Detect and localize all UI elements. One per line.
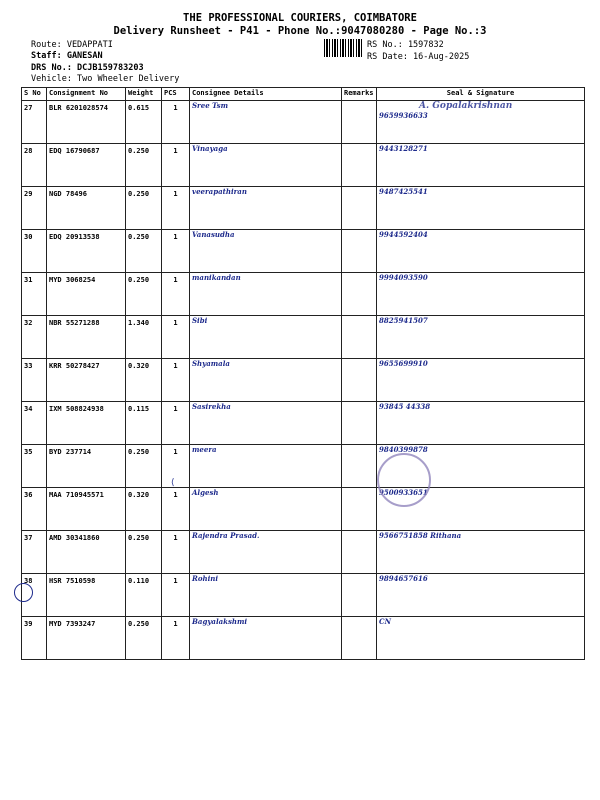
cell-sno-text: 27 — [24, 104, 33, 112]
table-row — [22, 101, 585, 144]
cell-weight-text: 0.320 — [128, 491, 150, 499]
signature-phone: 9500933651 — [379, 488, 428, 497]
cell-pcs-text: 1 — [173, 620, 178, 628]
cell-weight — [126, 402, 162, 445]
cell-weight — [126, 230, 162, 273]
col-header-consignment: Consignment No — [47, 88, 126, 101]
cell-sno — [22, 187, 47, 230]
table-row — [22, 187, 585, 230]
cell-remarks — [342, 531, 377, 574]
signature-phone: 8825941507 — [379, 316, 428, 325]
cell-sno-text: 38 — [24, 577, 33, 585]
cell-consignment-no-text: MYD 7393247 — [49, 620, 96, 628]
cell-pcs — [162, 101, 190, 144]
cell-seal-signature — [377, 617, 585, 660]
barcode-icon — [324, 39, 362, 57]
cell-consignment-no — [47, 531, 126, 574]
cell-seal-signature — [377, 101, 585, 144]
cell-pcs-text: 1 — [173, 147, 178, 155]
drs-number: DRS No.: DCJB159783203 — [31, 63, 144, 73]
cell-weight — [126, 445, 162, 488]
cell-remarks — [342, 574, 377, 617]
cell-pcs-text: 1 — [173, 362, 178, 370]
cell-sno-text: 39 — [24, 620, 33, 628]
cell-remarks — [342, 101, 377, 144]
col-header-remarks: Remarks — [342, 88, 377, 101]
cell-seal-signature — [377, 316, 585, 359]
cell-weight — [126, 273, 162, 316]
circled-row-mark-icon — [14, 583, 33, 602]
cell-pcs — [162, 617, 190, 660]
table-row — [22, 273, 585, 316]
cell-weight-text: 1.340 — [128, 319, 150, 327]
cell-consignee-details: Rajendra Prasad. — [190, 531, 342, 574]
cell-remarks — [342, 144, 377, 187]
rs-number: RS No.: 1597832 — [367, 40, 444, 50]
company-title: THE PROFESSIONAL COURIERS, COIMBATORE — [183, 12, 417, 24]
cell-seal-signature — [377, 359, 585, 402]
cell-pcs — [162, 273, 190, 316]
cell-sno — [22, 402, 47, 445]
cell-consignment-no — [47, 445, 126, 488]
cell-consignee-details: veerapathiran — [190, 187, 342, 230]
cell-pcs-text: 1 — [173, 405, 178, 413]
cell-seal-signature — [377, 230, 585, 273]
cell-sno — [22, 230, 47, 273]
table-row — [22, 359, 585, 402]
cell-sno — [22, 488, 47, 531]
cell-pcs — [162, 230, 190, 273]
signature-phone: 9840399878 — [379, 445, 428, 454]
cell-weight-text: 0.110 — [128, 577, 150, 585]
table-row — [22, 488, 585, 531]
cell-pcs — [162, 574, 190, 617]
cell-consignment-no-text: BLR 6201028574 — [49, 104, 109, 112]
signature-phone: 9487425541 — [379, 187, 428, 196]
cell-sno — [22, 144, 47, 187]
cell-consignee-details: Vinayaga — [190, 144, 342, 187]
cell-sno-text: 29 — [24, 190, 33, 198]
cell-pcs-text: 1 — [173, 233, 178, 241]
signature-phone: 9994093590 — [379, 273, 428, 282]
cell-pcs-text: 1 — [173, 276, 178, 284]
cell-pcs — [162, 144, 190, 187]
cell-weight — [126, 617, 162, 660]
table-row — [22, 144, 585, 187]
cell-pcs — [162, 531, 190, 574]
cell-weight-text: 0.250 — [128, 147, 150, 155]
cell-sno-text: 31 — [24, 276, 33, 284]
table-row — [22, 617, 585, 660]
cell-consignee-details: Sasirekha — [190, 402, 342, 445]
table-body — [22, 101, 585, 660]
cell-weight — [126, 574, 162, 617]
staff-label: Staff: GANESAN — [31, 51, 103, 61]
cell-consignment-no-text: KRR 50278427 — [49, 362, 100, 370]
cell-remarks — [342, 445, 377, 488]
cell-sno-text: 35 — [24, 448, 33, 456]
cell-consignment-no-text: NGD 78496 — [49, 190, 87, 198]
vehicle-label: Vehicle: Two Wheeler Delivery — [31, 74, 180, 84]
cell-consignment-no — [47, 617, 126, 660]
cell-seal-signature — [377, 273, 585, 316]
table-row — [22, 402, 585, 445]
cell-consignment-no-text: MYD 3068254 — [49, 276, 96, 284]
cell-sno-text: 33 — [24, 362, 33, 370]
runsheet-table — [21, 87, 585, 660]
cell-consignment-no-text: HSR 7510598 — [49, 577, 96, 585]
signature-phone: 9443128271 — [379, 144, 428, 153]
cell-consignment-no-text: EDQ 20913538 — [49, 233, 100, 241]
cell-remarks — [342, 187, 377, 230]
cell-sno-text: 36 — [24, 491, 33, 499]
cell-consignment-no — [47, 187, 126, 230]
cell-consignment-no-text: EDQ 16790687 — [49, 147, 100, 155]
cell-sno — [22, 531, 47, 574]
cell-consignment-no — [47, 144, 126, 187]
cell-pcs-text: 1 — [173, 104, 178, 112]
signatory-name: A. Gopalakrishnan — [419, 101, 513, 111]
cell-weight-text: 0.250 — [128, 448, 150, 456]
signature-phone: 9655699910 — [379, 359, 428, 368]
cell-consignee-details: Sree Tsm — [190, 101, 342, 144]
cell-consignee-details: Bagyalakshmi — [190, 617, 342, 660]
cell-weight-text: 0.250 — [128, 190, 150, 198]
cell-consignee-details: Rohini — [190, 574, 342, 617]
cell-pcs — [162, 316, 190, 359]
cell-pcs — [162, 187, 190, 230]
cell-consignment-no-text: IXM 508824938 — [49, 405, 104, 413]
cell-sno-text: 32 — [24, 319, 33, 327]
cell-consignment-no — [47, 273, 126, 316]
route-label: Route: VEDAPPATI — [31, 40, 113, 50]
cell-remarks — [342, 617, 377, 660]
signature-phone: 9566751858 Rithana — [379, 531, 462, 540]
cell-sno — [22, 316, 47, 359]
cell-pcs-text: 1 — [173, 448, 178, 456]
table-row — [22, 574, 585, 617]
cell-weight — [126, 531, 162, 574]
cell-consignee-details: Shyamala — [190, 359, 342, 402]
cell-sno — [22, 617, 47, 660]
signature-phone: CN — [379, 617, 391, 626]
cell-consignment-no-text: MAA 710945571 — [49, 491, 104, 499]
cell-remarks — [342, 316, 377, 359]
cell-weight-text: 0.250 — [128, 620, 150, 628]
cell-pcs-text: 1 — [173, 577, 178, 585]
col-header-consignee: Consignee Details — [190, 88, 342, 101]
cell-remarks — [342, 230, 377, 273]
signature-phone: 93845 44338 — [379, 402, 431, 411]
cell-remarks — [342, 488, 377, 531]
cell-weight — [126, 316, 162, 359]
cell-seal-signature — [377, 187, 585, 230]
cell-pcs — [162, 359, 190, 402]
cell-weight — [126, 101, 162, 144]
cell-pcs — [162, 402, 190, 445]
cell-pcs-text: 1 — [173, 190, 178, 198]
cell-consignee-details: manikandan — [190, 273, 342, 316]
cell-consignee-details: Vanasudha — [190, 230, 342, 273]
table-row — [22, 230, 585, 273]
runsheet-subtitle: Delivery Runsheet - P41 - Phone No.:9047080280 - Page No.:3 — [113, 25, 487, 37]
cell-consignment-no-text: BYD 237714 — [49, 448, 92, 456]
cell-consignment-no-text: AMD 30341860 — [49, 534, 100, 542]
signature-phone: 9894657616 — [379, 574, 428, 583]
cell-weight — [126, 187, 162, 230]
cell-remarks — [342, 402, 377, 445]
cell-sno-text: 28 — [24, 147, 33, 155]
cell-consignment-no — [47, 316, 126, 359]
cell-sno — [22, 273, 47, 316]
cell-weight-text: 0.250 — [128, 233, 150, 241]
table-header-row — [22, 88, 585, 101]
cell-pcs-text: 1 — [173, 491, 178, 499]
table-row — [22, 445, 585, 488]
cell-sno — [22, 101, 47, 144]
cell-sno-text: 30 — [24, 233, 33, 241]
cell-sno-text: 37 — [24, 534, 33, 542]
cell-weight — [126, 144, 162, 187]
cell-pcs — [162, 445, 190, 488]
cell-remarks — [342, 359, 377, 402]
table-row — [22, 531, 585, 574]
signature-phone: 9659936633 — [379, 111, 428, 120]
col-header-weight: Weight — [126, 88, 162, 101]
cell-sno — [22, 359, 47, 402]
cell-consignment-no — [47, 101, 126, 144]
cell-consignment-no — [47, 359, 126, 402]
cell-sno — [22, 445, 47, 488]
cell-weight — [126, 359, 162, 402]
col-header-signature: Seal & Signature — [377, 88, 585, 101]
cell-consignment-no-text: NBR 55271288 — [49, 319, 100, 327]
cell-pcs-text: 1 — [173, 319, 178, 327]
col-header-sno: S No — [22, 88, 47, 101]
cell-pcs — [162, 488, 190, 531]
cell-consignee-details: Algesh — [190, 488, 342, 531]
cell-consignment-no — [47, 230, 126, 273]
cell-seal-signature — [377, 574, 585, 617]
cell-consignee-details: meera — [190, 445, 342, 488]
rs-date: RS Date: 16-Aug-2025 — [367, 52, 470, 62]
col-header-pcs: PCS — [162, 88, 190, 101]
cell-weight-text: 0.250 — [128, 534, 150, 542]
cell-consignment-no — [47, 402, 126, 445]
cell-seal-signature — [377, 144, 585, 187]
cell-seal-signature — [377, 402, 585, 445]
cell-weight — [126, 488, 162, 531]
signature-phone: 9944592404 — [379, 230, 428, 239]
cell-pcs-text: 1 — [173, 534, 178, 542]
cell-seal-signature — [377, 531, 585, 574]
cell-weight-text: 0.115 — [128, 405, 150, 413]
cell-consignee-details: Sibi — [190, 316, 342, 359]
tick-mark-icon: ⟨ — [170, 478, 176, 488]
table-row — [22, 316, 585, 359]
company-seal-stamp-icon — [377, 453, 431, 507]
cell-weight-text: 0.615 — [128, 104, 150, 112]
cell-weight-text: 0.320 — [128, 362, 150, 370]
cell-sno-text: 34 — [24, 405, 33, 413]
cell-consignment-no — [47, 488, 126, 531]
cell-weight-text: 0.250 — [128, 276, 150, 284]
cell-remarks — [342, 273, 377, 316]
cell-consignment-no — [47, 574, 126, 617]
